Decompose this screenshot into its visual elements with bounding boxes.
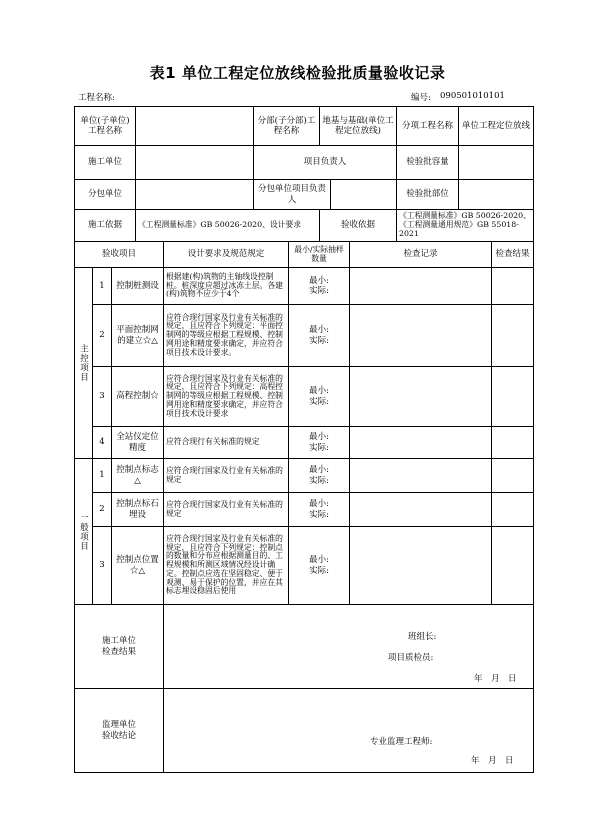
subcontract-unit-value[interactable]	[135, 179, 254, 210]
general-item-name: 控制点标石埋设	[111, 492, 164, 527]
page-title: 表1 单位工程定位放线检验批质量验收记录	[149, 64, 446, 82]
min-label: 最小:	[309, 386, 329, 397]
col-record: 检查记录	[349, 241, 492, 268]
min-label: 最小:	[309, 275, 329, 286]
general-group-label: 一般项目	[74, 458, 93, 605]
record-cell[interactable]	[349, 426, 492, 459]
record-cell[interactable]	[349, 304, 492, 367]
col-sampling: 最小/实际抽样数量	[288, 241, 350, 268]
main-item-name: 控制桩测设	[111, 267, 164, 305]
project-manager-label: 项目负责人	[253, 145, 397, 180]
item-project-label: 分项工程名称	[396, 106, 459, 146]
main-item-name: 全站仪定位精度	[111, 426, 164, 459]
actual-label: 实际:	[309, 286, 329, 296]
col-result: 检查结果	[491, 241, 534, 268]
main-item-no: 3	[92, 366, 112, 427]
result-cell[interactable]	[491, 426, 534, 459]
record-cell[interactable]	[349, 492, 492, 527]
construction-basis-value: 《工程测量标准》GB 50026-2020、设计要求	[135, 209, 320, 242]
subdivision-label: 分部(子分部)工程名称	[253, 106, 320, 146]
result-cell[interactable]	[491, 526, 534, 605]
result-cell[interactable]	[491, 304, 534, 367]
min-label: 最小:	[309, 432, 329, 443]
record-cell[interactable]	[349, 526, 492, 605]
main-item-requirement: 应符合现行国家及行业有关标准的规定，且应符合下列规定：高程控制网的等级应根据工程规模、控制网用途和精度要求确定，并应符合项目技术设计要求	[163, 366, 289, 427]
acceptance-basis-value: 《工程测量标准》GB 50026-2020、《工程测量通用规范》GB 55018-2021	[396, 209, 534, 242]
result-cell[interactable]	[491, 366, 534, 427]
team-leader-label: 班组长:	[408, 632, 437, 642]
result-cell[interactable]	[491, 492, 534, 527]
main-group-label: 主控项目	[74, 267, 93, 459]
record-cell[interactable]	[349, 458, 492, 493]
unit-project-value[interactable]	[135, 106, 254, 146]
sampling-cell[interactable]	[288, 366, 350, 427]
col-item: 验收项目	[74, 241, 164, 268]
general-item-no: 3	[92, 526, 112, 605]
sampling-cell[interactable]	[288, 492, 350, 527]
main-item-requirement: 根据建(构)筑物的主轴线设控制桩。桩深度应超过冰冻土层。各建(构)筑物不应少于4个	[163, 267, 289, 305]
construction-unit-value[interactable]	[135, 145, 254, 180]
batch-location-label: 检验批部位	[396, 179, 459, 210]
main-item-name: 平面控制网的建立☆△	[111, 304, 164, 367]
sampling-cell[interactable]	[288, 267, 350, 305]
main-item-name: 高程控制☆	[111, 366, 164, 427]
batch-capacity-label: 检验批容量	[396, 145, 459, 180]
project-name-label: 工程名称:	[78, 93, 115, 103]
main-item-no: 1	[92, 267, 112, 305]
sampling-cell[interactable]	[288, 304, 350, 367]
result-cell[interactable]	[491, 267, 534, 305]
construction-basis-label: 施工依据	[74, 209, 136, 242]
min-label: 最小:	[309, 499, 329, 510]
quality-inspector-label: 项目质检员:	[388, 653, 434, 663]
acceptance-basis-label: 验收依据	[319, 209, 397, 242]
record-cell[interactable]	[349, 267, 492, 305]
result-cell[interactable]	[491, 458, 534, 493]
actual-label: 实际:	[309, 475, 329, 486]
code-value: 090501010101	[440, 91, 505, 101]
item-project-value: 单位工程定位放线	[458, 106, 534, 146]
min-label: 最小:	[309, 555, 329, 566]
main-item-no: 4	[92, 426, 112, 459]
main-item-requirement: 应符合现行国家及行业有关标准的规定，且应符合下列规定：平面控制网的等级应根据工程规模、控制网用途和精度要求确定，并应符合项目技术设计要求。	[163, 304, 289, 367]
general-item-name: 控制点标志△	[111, 458, 164, 493]
general-item-requirement: 应符合现行国家及行业有关标准的规定	[163, 492, 289, 527]
code-label: 编号:	[411, 93, 431, 103]
subcontract-unit-label: 分包单位	[74, 179, 136, 210]
min-label: 最小:	[309, 325, 329, 336]
actual-label: 实际:	[309, 565, 329, 576]
subcontract-manager-value[interactable]	[330, 179, 397, 210]
batch-capacity-value[interactable]	[458, 145, 534, 180]
record-cell[interactable]	[349, 366, 492, 427]
supervision-date: 年 月 日	[471, 756, 514, 766]
general-item-no: 1	[92, 458, 112, 493]
min-label: 最小:	[309, 465, 329, 476]
main-item-requirement: 应符合现行有关标准的规定	[163, 426, 289, 459]
construction-check-label: 施工单位检查结果	[74, 604, 164, 689]
actual-label: 实际:	[309, 509, 329, 520]
sampling-cell[interactable]	[288, 426, 350, 459]
actual-label: 实际:	[309, 396, 329, 407]
supervision-label: 监理单位验收结论	[74, 688, 164, 773]
construction-unit-label: 施工单位	[74, 145, 136, 180]
supervisor-label: 专业监理工程师:	[370, 737, 433, 747]
subdivision-value: 地基与基础(单位工程定位放线)	[319, 106, 397, 146]
general-item-name: 控制点位置☆△	[111, 526, 164, 605]
col-requirement: 设计要求及规范规定	[163, 241, 289, 268]
general-item-requirement: 应符合现行国家及行业有关标准的规定，且应符合下列规定：控制点的数量和分布应根据测量目的、工程规模和所测区域情况经设计确定。控制点应选在坚固稳定、便于观测、易于保护的位置，并应在其标志埋设稳固后使用	[163, 526, 289, 605]
batch-location-value[interactable]	[458, 179, 534, 210]
sampling-cell[interactable]	[288, 526, 350, 605]
general-item-no: 2	[92, 492, 112, 527]
general-item-requirement: 应符合现行国家及行业有关标准的规定	[163, 458, 289, 493]
actual-label: 实际:	[309, 335, 329, 346]
actual-label: 实际:	[309, 442, 329, 453]
unit-project-label: 单位(子单位)工程名称	[74, 106, 136, 146]
subcontract-manager-label: 分包单位项目负责人	[253, 179, 331, 210]
main-item-no: 2	[92, 304, 112, 367]
sampling-cell[interactable]	[288, 458, 350, 493]
inspection-date: 年 月 日	[474, 674, 517, 684]
